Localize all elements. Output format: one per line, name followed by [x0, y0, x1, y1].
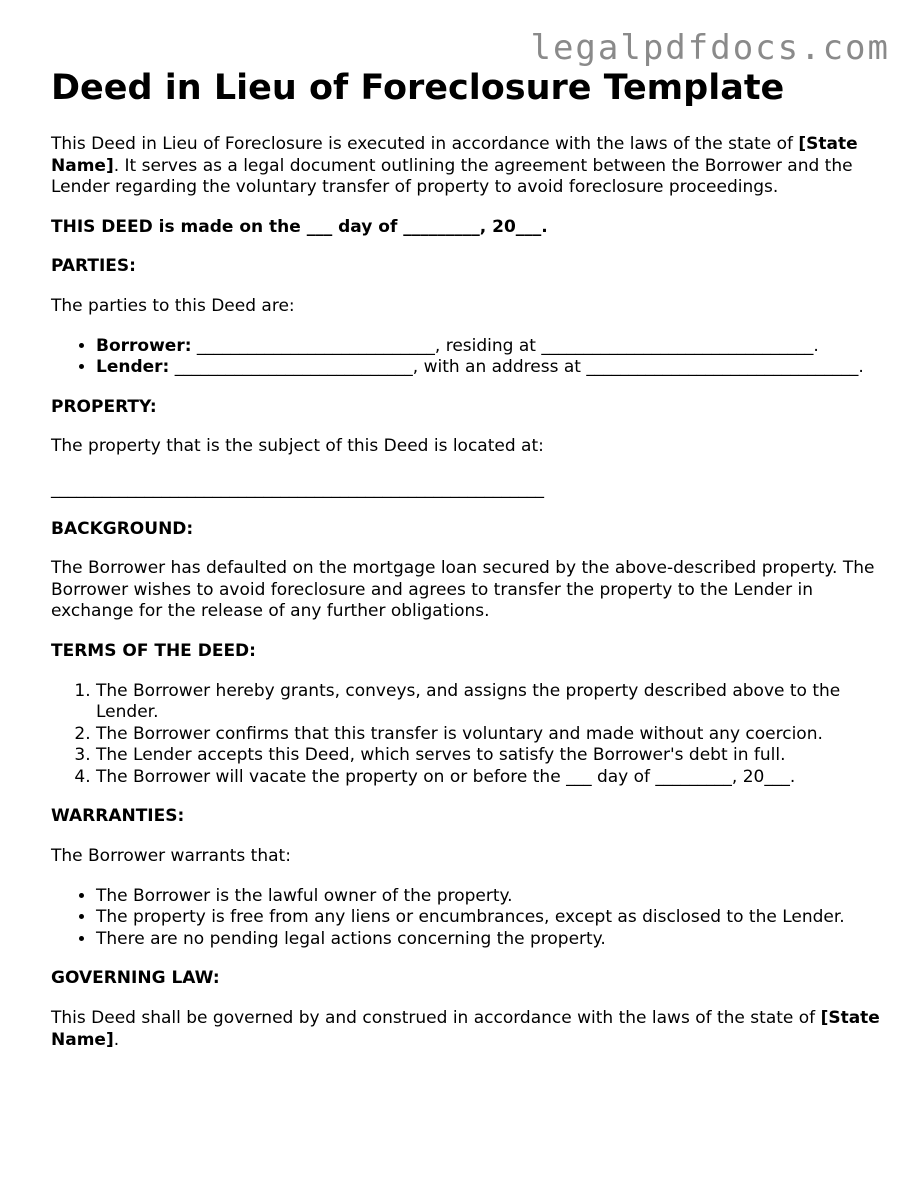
list-item: • There are no pending legal actions concerning the property. [96, 929, 881, 951]
property-heading: PROPERTY: [51, 396, 157, 417]
governing-law-after: . [113, 1029, 120, 1050]
watermark: legalpdfdocs.com [530, 28, 890, 68]
parties-intro: The parties to this Deed are: [51, 295, 295, 316]
party-text: ____________________________, with an address at ________________________________. [169, 357, 864, 378]
list-item: 4. The Borrower will vacate the property on or before the ___ day of _________, 20___. [96, 767, 881, 789]
state-name-placeholder: [State Name] [51, 134, 858, 176]
property-text: The property that is the subject of this Deed is located at: [51, 436, 544, 457]
list-item: • The Borrower is the lawful owner of the property. [96, 886, 881, 908]
party-lender [96, 357, 881, 379]
document-title: Deed in Lieu of Foreclosure Template [51, 68, 785, 108]
governing-law-text [51, 1008, 881, 1051]
party-label: Lender: [96, 357, 170, 378]
deed-date-line: THIS DEED is made on the ___ day of _________, 20___. [51, 216, 548, 237]
intro-text-before: This Deed in Lieu of Foreclosure is executed in accordance with the laws of the state of [51, 134, 799, 154]
document [51, 66, 881, 1051]
party-label: Borrower: [96, 335, 192, 356]
warranties-intro: The Borrower warrants that: [51, 846, 291, 867]
intro-paragraph [51, 134, 881, 199]
party-borrower [96, 336, 881, 358]
warranties-heading: WARRANTIES: [51, 806, 185, 827]
background-text: The Borrower has defaulted on the mortgage loan secured by the above-described property. The Borrower wishes to avoid foreclosure and agrees to transfer the property to the Lender in exchange for the release of any further obligations. [51, 558, 875, 622]
terms-heading: TERMS OF THE DEED: [51, 640, 256, 661]
intro-text-after: . It serves as a legal document outlining the agreement between the Borrower and the Lender regarding the voluntary transfer of property to avoid foreclosure proceedings. [51, 155, 853, 198]
parties-list [51, 336, 881, 379]
property-address-blank: __________________________________________________________ [51, 478, 544, 499]
background-heading: BACKGROUND: [51, 518, 194, 539]
warranties-list [51, 886, 881, 951]
state-name-placeholder: [State Name] [51, 1008, 880, 1050]
list-item: 2. The Borrower confirms that this transfer is voluntary and made without any coercion. [96, 724, 881, 746]
governing-law-heading: GOVERNING LAW: [51, 968, 220, 989]
terms-list [51, 681, 881, 789]
list-item: • The property is free from any liens or encumbrances, except as disclosed to the Lender. [96, 907, 881, 929]
list-item: 3. The Lender accepts this Deed, which serves to satisfy the Borrower's debt in full. [96, 745, 881, 767]
governing-law-before: This Deed shall be governed by and construed in accordance with the laws of the state of [51, 1008, 821, 1029]
party-text: ____________________________, residing at ________________________________. [191, 335, 819, 356]
list-item: 1. The Borrower hereby grants, conveys, and assigns the property described above to the Lender. [96, 681, 881, 724]
parties-heading: PARTIES: [51, 256, 136, 277]
